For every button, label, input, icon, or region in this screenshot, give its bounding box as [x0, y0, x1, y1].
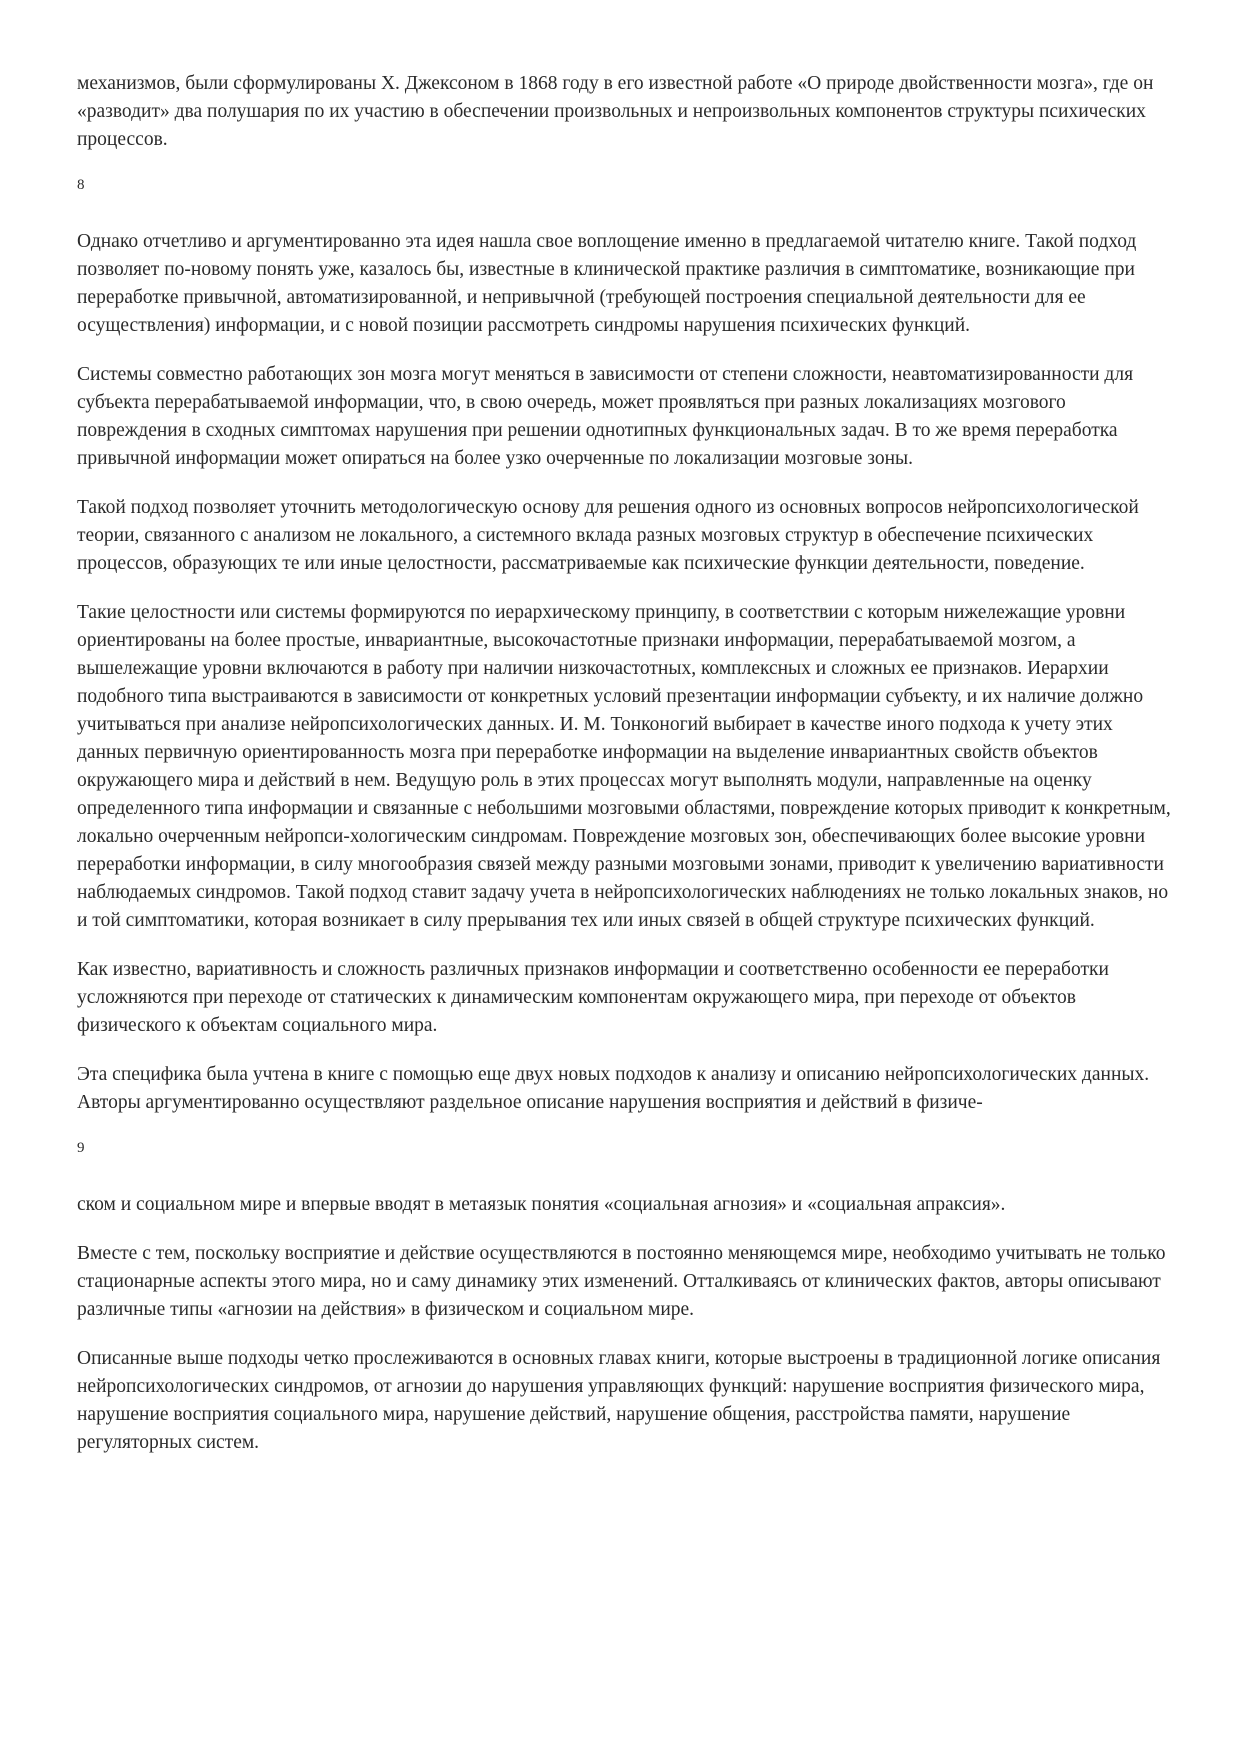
document-page	[77, 70, 1177, 1478]
paragraph-brain-zone-systems: Системы совместно работающих зон мозга могут меняться в зависимости от степени сложности, неавтоматизированности для субъекта перерабатываемой информации, что, в свою очередь, может проявляться при разных локализациях мозгового повреждения в сходных симптомах нарушения при решении однотипных функциональных задач. В то же время переработка привычной информации может опираться на более узко очерченные по локализации мозговые зоны.	[77, 364, 1134, 469]
paragraph-chapters: Описанные выше подходы четко прослеживаются в основных главах книги, которые выстроены в традиционной логике описания нейропсихологических синдромов, от агнозии до нарушения управляющих функций: нарушение восприятия физического мира, нарушение восприятия социального мира, нарушение действий, нарушение общения, расстройства памяти, нарушение регуляторных систем.	[77, 1348, 1161, 1453]
paragraph-dynamics: Вместе с тем, поскольку восприятие и действие осуществляются в постоянно меняющемся мире, необходимо учитывать не только стационарные аспекты этого мира, но и саму динамику этих изменений. Отталкиваясь от клинических фактов, авторы описывают различные типы «агнозии на действия» в физическом и социальном мире.	[77, 1243, 1166, 1320]
paragraph-book-approach: Однако отчетливо и аргументированно эта идея нашла свое воплощение именно в предлагаемой читателю книге. Такой подход позволяет по-новому понять уже, казалось бы, известные в клинической практике различия в симптоматике, возникающие при переработке привычной, автоматизированной, и непривычной (требующей построения специальной деятельности для ее осуществления) информации, и с новой позиции рассмотреть синдромы нарушения психических функций.	[77, 231, 1137, 336]
paragraph-jackson: механизмов, были сформулированы Х. Джексоном в 1868 году в его известной работе «О природе двойственности мозга», где он «разводит» два полушария по их участию в обеспечении произвольных и непроизвольных компонентов структуры психических процессов.	[77, 73, 1154, 150]
paragraph-new-approaches: Эта специфика была учтена в книге с помощью еще двух новых подходов к анализу и описанию нейропсихологических данных. Авторы аргументированно осуществляют раздельное описание нарушения восприятия и действий в физиче-	[77, 1064, 1150, 1113]
paragraph-methodology: Такой подход позволяет уточнить методологическую основу для решения одного из основных вопросов нейропсихологической теории, связанного с анализом не локального, а системного вклада разных мозговых структур в обеспечение психических процессов, образующих те или иные целостности, рассматриваемые как психические функции деятельности, поведение.	[77, 497, 1139, 574]
paragraph-variability: Как известно, вариативность и сложность различных признаков информации и соответственно особенности ее переработки усложняются при переходе от статических к динамическим компонентам окружающего мира, при переходе от объектов физического к объектам социального мира.	[77, 959, 1109, 1036]
page-number-8: 8	[77, 177, 85, 193]
paragraph-social-agnosia: ском и социальном мире и впервые вводят в метаязык понятия «социальная агнозия» и «социальная апраксия».	[77, 1194, 1006, 1215]
paragraph-hierarchy: Такие целостности или системы формируются по иерархическому принципу, в соответствии с которым нижележащие уровни ориентированы на более простые, инвариантные, высокочастотные признаки информации, перерабатываемой мозгом, а вышележащие уровни включаются в работу при наличии низкочастотных, комплексных и сложных ее признаков. Иерархии подобного типа выстраиваются в зависимости от конкретных условий презентации информации субъекту, и их наличие должно учитываться при анализе нейропсихологических данных. И. М. Тонконогий выбирает в качестве иного подхода к учету этих данных первичную ориентированность мозга при переработке информации на выделение инвариантных свойств объектов окружающего мира и действий в нем. Ведущую роль в этих процессах могут выполнять модули, направленные на оценку определенного типа информации и связанные с небольшими мозговыми областями, повреждение которых приводит к конкретным, локально очерченным нейропси-хологическим синдромам. Повреждение мозговых зон, обеспечивающих более высокие уровни переработки информации, в силу многообразия связей между разными мозговыми зонами, приводит к увеличению вариативности наблюдаемых синдромов. Такой подход ставит задачу учета в нейропсихологических наблюдениях не только локальных знаков, но и той симптоматики, которая возникает в силу прерывания тех или иных связей в общей структуре психических функций.	[77, 602, 1171, 931]
page-number-9: 9	[77, 1140, 85, 1156]
